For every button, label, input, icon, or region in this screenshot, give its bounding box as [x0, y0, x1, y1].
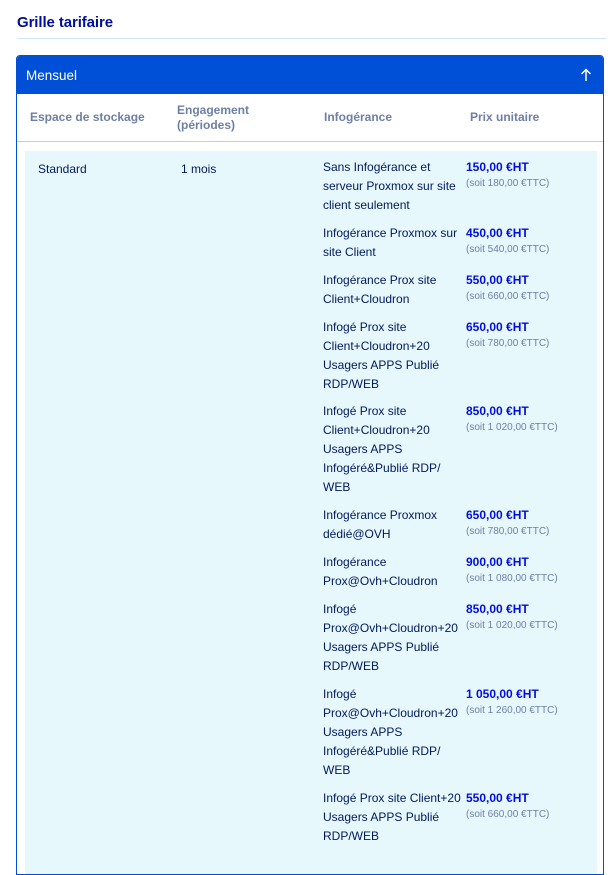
price-ht: 650,00 €HT [466, 320, 529, 334]
storage-cell: Standard [38, 162, 87, 176]
title-divider [17, 38, 606, 39]
price-ht: 650,00 €HT [466, 508, 529, 522]
panel-header-label: Mensuel [26, 67, 78, 83]
price-ht: 150,00 €HT [466, 160, 529, 174]
table-body [25, 151, 597, 875]
infogerance-cell: Infogérance Proxmox dédié@OVH [323, 508, 438, 541]
column-header-storage: Espace de stockage [30, 110, 145, 124]
price-ht: 550,00 €HT [466, 791, 529, 805]
column-header-engagement: Engagement (périodes) [177, 103, 250, 132]
price-ht: 1 050,00 €HT [466, 687, 539, 701]
infogerance-cell: Infogé Prox@Ovh+Cloudron+20 Usagers APPS Infogéré&Publié RDP/ WEB [323, 687, 458, 777]
price-ttc: (soit 660,00 €TTC) [466, 291, 550, 302]
price-ttc: (soit 540,00 €TTC) [466, 244, 550, 255]
infogerance-cell: Infogé Prox site Client+Cloudron+20 Usagers APPS Publié RDP/WEB [323, 320, 440, 391]
price-ttc: (soit 660,00 €TTC) [466, 809, 550, 820]
engagement-cell: 1 mois [181, 162, 217, 176]
price-ttc: (soit 1 020,00 €TTC) [466, 620, 558, 631]
price-ttc: (soit 1 260,00 €TTC) [466, 705, 558, 716]
infogerance-cell: Infogérance Prox site Client+Cloudron [323, 273, 437, 306]
infogerance-cell: Infogérance Proxmox sur site Client [323, 226, 458, 259]
infogerance-cell: Sans Infogérance et serveur Proxmox sur site client seulement [323, 160, 456, 212]
infogerance-cell: Infogérance Prox@Ovh+Cloudron [323, 555, 438, 588]
price-ttc: (soit 180,00 €TTC) [466, 178, 550, 189]
page-title: Grille tarifaire [17, 14, 113, 31]
price-ttc: (soit 780,00 €TTC) [466, 338, 550, 349]
table-header [17, 94, 603, 142]
infogerance-cell: Infogé Prox@Ovh+Cloudron+20 Usagers APPS Publié RDP/WEB [323, 602, 458, 673]
price-ttc: (soit 780,00 €TTC) [466, 526, 550, 537]
column-header-unit-price: Prix unitaire [470, 110, 540, 124]
infogerance-cell: Infogé Prox site Client+Cloudron+20 Usagers APPS Infogéré&Publié RDP/ WEB [323, 404, 441, 494]
pricing-panel [16, 55, 604, 875]
price-ht: 900,00 €HT [466, 555, 529, 569]
price-ht: 850,00 €HT [466, 404, 529, 418]
column-header-infogerance: Infogérance [324, 110, 393, 124]
price-ttc: (soit 1 020,00 €TTC) [466, 422, 558, 433]
panel-header-toggle[interactable] [17, 56, 603, 94]
price-ht: 850,00 €HT [466, 602, 529, 616]
price-ht: 550,00 €HT [466, 273, 529, 287]
price-ttc: (soit 1 080,00 €TTC) [466, 573, 558, 584]
price-ht: 450,00 €HT [466, 226, 529, 240]
infogerance-cell: Infogé Prox site Client+20 Usagers APPS Publié RDP/WEB [323, 791, 461, 843]
arrow-up-icon[interactable] [579, 67, 593, 83]
